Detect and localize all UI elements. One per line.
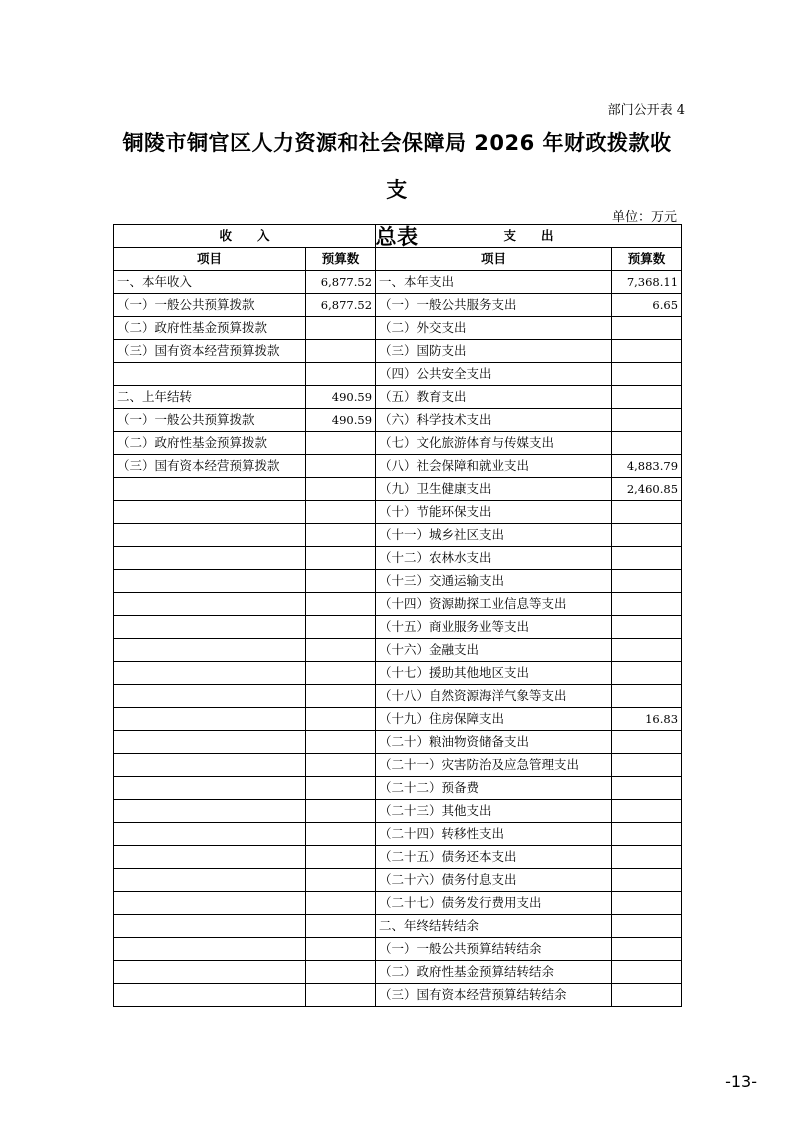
expense-item-cell: （三）国有资本经营预算结转结余 (376, 984, 612, 1007)
income-item-cell (114, 984, 306, 1007)
income-value-cell (306, 915, 376, 938)
table-row (114, 961, 682, 984)
expense-item-cell: （一）一般公共预算结转结余 (376, 938, 612, 961)
income-item-cell (114, 754, 306, 777)
table-row (114, 340, 682, 363)
income-value-cell (306, 846, 376, 869)
expense-item-cell: （二）外交支出 (376, 317, 612, 340)
income-value-cell (306, 524, 376, 547)
income-value-cell (306, 662, 376, 685)
expense-item-cell: （十五）商业服务业等支出 (376, 616, 612, 639)
table-row (114, 984, 682, 1007)
income-value-cell (306, 547, 376, 570)
income-value-cell (306, 823, 376, 846)
expense-item-cell: （十四）资源勘探工业信息等支出 (376, 593, 612, 616)
income-item-cell: 二、上年结转 (114, 386, 306, 409)
expense-item-cell: （二十）粮油物资储备支出 (376, 731, 612, 754)
expense-value-cell: 4,883.79 (612, 455, 682, 478)
income-value-cell (306, 938, 376, 961)
income-item-cell: （一）一般公共预算拨款 (114, 294, 306, 317)
expense-item-cell: （二十一）灾害防治及应急管理支出 (376, 754, 612, 777)
income-value-cell (306, 869, 376, 892)
income-item-cell: （二）政府性基金预算拨款 (114, 432, 306, 455)
document-label: 部门公开表 4 (607, 103, 685, 118)
table-row (114, 294, 682, 317)
expense-value-cell (612, 524, 682, 547)
expense-item-cell: （二）政府性基金预算结转结余 (376, 961, 612, 984)
expense-value-cell (612, 846, 682, 869)
income-item-cell: （三）国有资本经营预算拨款 (114, 340, 306, 363)
expense-value-cell (612, 961, 682, 984)
table-row (114, 846, 682, 869)
income-header: 收 入 (114, 225, 376, 248)
expense-item-cell: （十三）交通运输支出 (376, 570, 612, 593)
income-budget-column-header: 预算数 (306, 248, 376, 271)
page-number: -13- (725, 1072, 757, 1091)
expense-value-cell: 2,460.85 (612, 478, 682, 501)
expense-value-cell (612, 363, 682, 386)
table-row (114, 754, 682, 777)
income-item-cell (114, 777, 306, 800)
expense-value-cell (612, 593, 682, 616)
expense-item-cell: 二、年终结转结余 (376, 915, 612, 938)
income-value-cell: 6,877.52 (306, 271, 376, 294)
expense-item-cell: （九）卫生健康支出 (376, 478, 612, 501)
expense-item-cell: （二十七）债务发行费用支出 (376, 892, 612, 915)
income-value-cell (306, 340, 376, 363)
income-value-cell (306, 754, 376, 777)
income-value-cell (306, 455, 376, 478)
table-row (114, 662, 682, 685)
expense-value-cell: 6.65 (612, 294, 682, 317)
expense-value-cell (612, 317, 682, 340)
expense-value-cell (612, 754, 682, 777)
expense-value-cell: 7,368.11 (612, 271, 682, 294)
expense-item-cell: （七）文化旅游体育与传媒支出 (376, 432, 612, 455)
expense-value-cell (612, 731, 682, 754)
table-row (114, 478, 682, 501)
income-item-cell (114, 823, 306, 846)
income-value-cell (306, 317, 376, 340)
expense-value-cell (612, 409, 682, 432)
table-row (114, 800, 682, 823)
income-item-cell (114, 501, 306, 524)
expense-value-cell (612, 432, 682, 455)
table-row (114, 869, 682, 892)
expense-budget-column-header: 预算数 (612, 248, 682, 271)
income-value-cell (306, 478, 376, 501)
income-item-cell (114, 731, 306, 754)
expense-item-column-header: 项目 (376, 248, 612, 271)
table-row (114, 731, 682, 754)
expense-value-cell (612, 386, 682, 409)
income-value-cell (306, 800, 376, 823)
expense-value-cell (612, 938, 682, 961)
income-value-cell (306, 639, 376, 662)
income-item-cell (114, 800, 306, 823)
expense-value-cell (612, 984, 682, 1007)
income-item-cell (114, 708, 306, 731)
expense-value-cell (612, 892, 682, 915)
table-row (114, 938, 682, 961)
income-item-cell (114, 915, 306, 938)
table-row (114, 363, 682, 386)
expense-value-cell (612, 570, 682, 593)
expense-item-cell: （二十五）债务还本支出 (376, 846, 612, 869)
table-row (114, 317, 682, 340)
expense-item-cell: （八）社会保障和就业支出 (376, 455, 612, 478)
expense-item-cell: （十一）城乡社区支出 (376, 524, 612, 547)
income-item-cell (114, 846, 306, 869)
expense-item-cell: （二十四）转移性支出 (376, 823, 612, 846)
income-item-cell (114, 524, 306, 547)
expense-value-cell (612, 639, 682, 662)
table-group-header-row (114, 225, 682, 248)
table-row (114, 547, 682, 570)
expense-value-cell (612, 662, 682, 685)
expense-value-cell (612, 340, 682, 363)
income-item-cell (114, 547, 306, 570)
income-value-cell (306, 363, 376, 386)
table-row (114, 432, 682, 455)
table-row (114, 639, 682, 662)
income-item-cell (114, 892, 306, 915)
unit-label: 单位：万元 (611, 210, 677, 225)
income-value-cell (306, 570, 376, 593)
table-row (114, 777, 682, 800)
table-row (114, 892, 682, 915)
expense-value-cell (612, 869, 682, 892)
income-item-cell (114, 938, 306, 961)
income-value-cell (306, 708, 376, 731)
income-value-cell: 490.59 (306, 409, 376, 432)
income-item-cell: （一）一般公共预算拨款 (114, 409, 306, 432)
table-row (114, 915, 682, 938)
expense-value-cell (612, 823, 682, 846)
income-value-cell: 490.59 (306, 386, 376, 409)
income-value-cell (306, 616, 376, 639)
expense-header: 支 出 (376, 225, 682, 248)
expense-item-cell: （一）一般公共服务支出 (376, 294, 612, 317)
income-value-cell (306, 892, 376, 915)
table-row (114, 501, 682, 524)
income-item-cell (114, 685, 306, 708)
expense-item-cell: （六）科学技术支出 (376, 409, 612, 432)
expense-value-cell (612, 547, 682, 570)
expense-item-cell: （十九）住房保障支出 (376, 708, 612, 731)
expense-item-cell: （五）教育支出 (376, 386, 612, 409)
income-value-cell (306, 961, 376, 984)
income-item-cell (114, 961, 306, 984)
income-item-cell (114, 593, 306, 616)
table-row (114, 455, 682, 478)
income-value-cell (306, 432, 376, 455)
title-line-2: 总表 (375, 225, 419, 249)
expense-item-cell: （二十六）债务付息支出 (376, 869, 612, 892)
table-row (114, 524, 682, 547)
expense-item-cell: 一、本年支出 (376, 271, 612, 294)
income-item-cell (114, 570, 306, 593)
expense-value-cell (612, 501, 682, 524)
table-row (114, 409, 682, 432)
expense-item-cell: （十七）援助其他地区支出 (376, 662, 612, 685)
expense-value-cell: 16.83 (612, 708, 682, 731)
income-item-cell (114, 869, 306, 892)
table-row (114, 386, 682, 409)
income-item-cell (114, 363, 306, 386)
expense-item-cell: （二十三）其他支出 (376, 800, 612, 823)
expense-item-cell: （三）国防支出 (376, 340, 612, 363)
table-row (114, 271, 682, 294)
income-item-cell: （二）政府性基金预算拨款 (114, 317, 306, 340)
expense-item-cell: （十六）金融支出 (376, 639, 612, 662)
expense-item-cell: （十八）自然资源海洋气象等支出 (376, 685, 612, 708)
expense-item-cell: （二十二）预备费 (376, 777, 612, 800)
expense-value-cell (612, 685, 682, 708)
table-row (114, 823, 682, 846)
income-item-cell (114, 478, 306, 501)
expense-item-cell: （四）公共安全支出 (376, 363, 612, 386)
income-item-column-header: 项目 (114, 248, 306, 271)
table-row (114, 685, 682, 708)
table-row (114, 593, 682, 616)
table-column-header-row (114, 248, 682, 271)
income-item-cell: 一、本年收入 (114, 271, 306, 294)
income-item-cell (114, 662, 306, 685)
expense-value-cell (612, 616, 682, 639)
income-item-cell: （三）国有资本经营预算拨款 (114, 455, 306, 478)
table-row (114, 570, 682, 593)
income-value-cell (306, 685, 376, 708)
income-value-cell (306, 593, 376, 616)
budget-table (113, 224, 682, 1007)
income-item-cell (114, 639, 306, 662)
table-row (114, 616, 682, 639)
income-value-cell (306, 984, 376, 1007)
expense-value-cell (612, 915, 682, 938)
expense-item-cell: （十）节能环保支出 (376, 501, 612, 524)
income-value-cell: 6,877.52 (306, 294, 376, 317)
expense-item-cell: （十二）农林水支出 (376, 547, 612, 570)
expense-value-cell (612, 777, 682, 800)
income-value-cell (306, 777, 376, 800)
income-item-cell (114, 616, 306, 639)
income-value-cell (306, 501, 376, 524)
expense-value-cell (612, 800, 682, 823)
income-value-cell (306, 731, 376, 754)
title-line-1: 铜陵市铜官区人力资源和社会保障局 2026 年财政拨款收支 (122, 131, 672, 202)
table-row (114, 708, 682, 731)
